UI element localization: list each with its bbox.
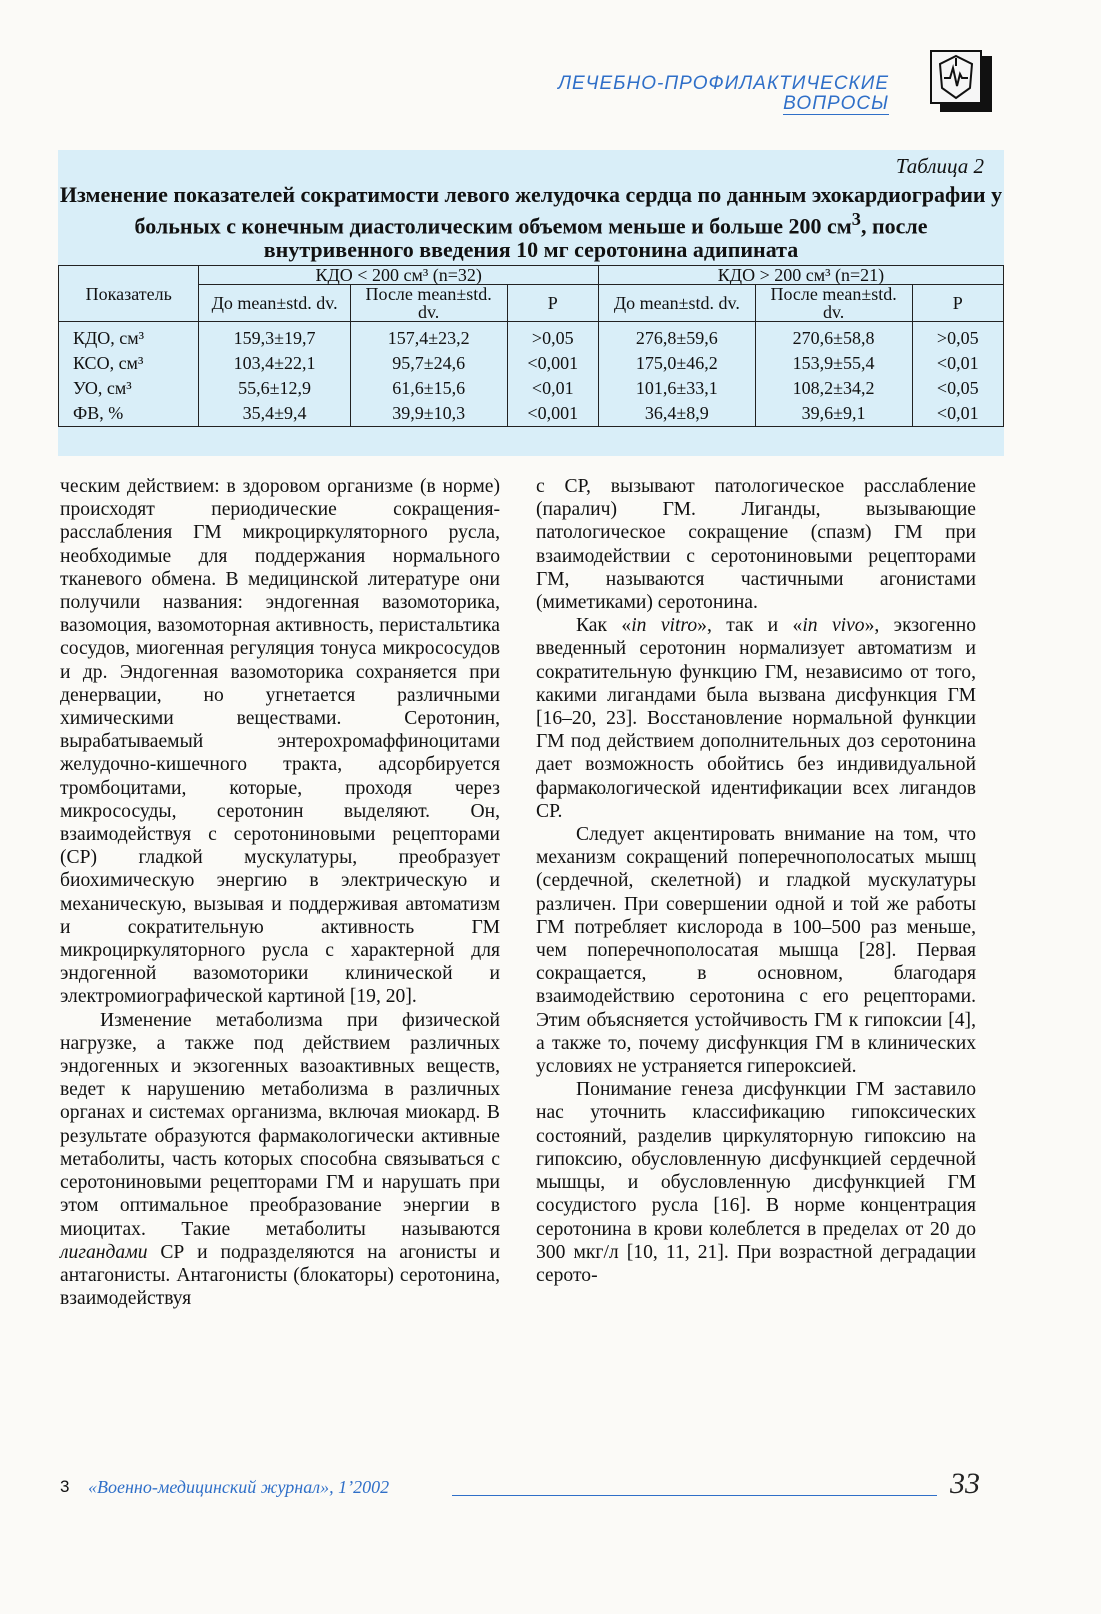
cell-before-2: 101,6±33,1 <box>598 376 755 401</box>
left-paragraph-2: Изменение метаболизма при физической нагрузке, а также под действием различных эндогенных и экзогенных вазоактивных веществ, ведет к нарушению метаболизма в различных органах и системах организма, включая миокард. В результате образуются фармакологически активные метаболиты, часть которых способна связываться с серотониновыми рецепторами ГМ и нарушать при этом оптимальное преобразование энергии в миоцитах. Такие метаболиты называются лигандами СР и подразделяются на агонисты и антагонисты. Антагонисты (блокаторы) серотонина, взаимодействуя <box>60 1009 500 1310</box>
cell-p-1: <0,001 <box>507 351 598 376</box>
left-paragraph-1: ческим действием: в здоровом организме (в норме) происходят периодические сокращения-расслабления ГМ микроциркуляторного русла, необходимые для поддержания нормального тканевого обмена. В медицинской литературе они получили названия: эндогенная вазомоторика, вазомоция, вазомоторная активность, перистальтика сосудов, миогенная регуляция тонуса микрососудов и др. Эндогенная вазомоторика сохраняется при денервации, но угнетается различными химическими веществами. Серотонин, вырабатываемый энтерохромаффиноцитами желудочно-кишечного тракта, адсорбируется тромбоцитами, которые, проходя через микрососуды, серотонин выделяют. Он, взаимодействуя с серотониновыми рецепторами (СР) гладкой мускулатуры, преобразует биохимическую энергию в электрическую и механическую, вызывая и поддерживая автоматизм и сократительную активность ГМ микроциркуляторного русла с характерной для эндогенной вазомоторики клинической и электромиографической картиной [19, 20]. <box>60 476 500 1008</box>
table-caption-part1: Изменение показателей сократимости левого желудочка сердца по данным эхокардиографии у больных с конечным диастолическим объемом меньше и больше 200 см <box>59 182 1003 239</box>
results-table <box>58 265 1004 427</box>
in-vivo-term: in vivo <box>802 615 865 637</box>
cell-p-1: <0,001 <box>507 401 598 427</box>
left-column <box>60 475 500 1310</box>
row-label: УО, см³ <box>59 376 199 401</box>
cell-p-2: >0,05 <box>912 322 1004 352</box>
table-caption-superscript: 3 <box>851 209 861 229</box>
row-label: КДО, см³ <box>59 322 199 352</box>
cell-before-1: 103,4±22,1 <box>199 351 350 376</box>
table-row <box>59 376 1004 401</box>
cell-after-2: 153,9±55,4 <box>755 351 912 376</box>
section-title <box>469 74 889 115</box>
cell-p-2: <0,01 <box>912 401 1004 427</box>
header-p-1: P <box>507 285 598 322</box>
cell-after-2: 270,6±58,8 <box>755 322 912 352</box>
header-p-2: P <box>912 285 1004 322</box>
header-indicator: Показатель <box>59 266 199 322</box>
row-label: ФВ, % <box>59 401 199 427</box>
header-after-1: После mean±std. dv. <box>350 285 507 322</box>
journal-logo-icon <box>930 50 994 114</box>
table-row <box>59 401 1004 427</box>
journal-name: «Военно-медицинский журнал», 1’2002 <box>88 1477 390 1497</box>
right-column <box>536 475 976 1287</box>
right-paragraph-3: Следует акцентировать внимание на том, что механизм сокращений поперечнополосатых мышц (сердечной, скелетной) и гладкой мускулатуры различен. При совершении одной и той же работы ГМ потребляет кислорода в 100–500 раз меньше, чем поперечнополосатая мышца [28]. Первая сокращается, в основном, благодаря взаимодействию серотонина с его рецепторами. Этим объясняется устойчивость ГМ к гипоксии [4], а также то, почему дисфункция ГМ в клинических условиях не устраняется гипероксией. <box>536 824 976 1078</box>
table-label: Таблица 2 <box>895 154 984 178</box>
cell-after-1: 157,4±23,2 <box>350 322 507 352</box>
footer-rule <box>452 1495 937 1496</box>
header-group2: КДО > 200 см³ (n=21) <box>598 266 1003 285</box>
page-footer <box>60 1467 980 1503</box>
in-vitro-term: in vitro <box>631 615 698 637</box>
page-number: 33 <box>950 1467 980 1500</box>
table-caption <box>58 183 1004 262</box>
header-after-2: После mean±std. dv. <box>755 285 912 322</box>
cell-after-1: 61,6±15,6 <box>350 376 507 401</box>
cell-before-1: 159,3±19,7 <box>199 322 350 352</box>
cell-before-1: 55,6±12,9 <box>199 376 350 401</box>
cell-before-1: 35,4±9,4 <box>199 401 350 427</box>
table-row <box>59 322 1004 352</box>
header-before-2: До mean±std. dv. <box>598 285 755 322</box>
right-paragraph-1: с СР, вызывают патологическое расслабление (паралич) ГМ. Лиганды, вызывающие патологическое сокращение (спазм) ГМ при взаимодействии с серотониновыми рецепторами ГМ, называются частичными агонистами (миметиками) серотонина. <box>536 476 976 614</box>
cell-p-2: <0,05 <box>912 376 1004 401</box>
cell-before-2: 276,8±59,6 <box>598 322 755 352</box>
table-row <box>59 351 1004 376</box>
table-caption-part2: , после внутривенного введения 10 мг серотонина адипината <box>263 213 928 263</box>
right-paragraph-4: Понимание генеза дисфункции ГМ заставило нас уточнить классификацию гипоксических состояний, разделив циркуляторную гипоксию на гипоксию, обусловленную дисфункцией сердечной мышцы, и обусловленную дисфункцией ГМ сосудистого русла [16]. В норме концентрация серотонина в крови колеблется в пределах от 20 до 300 мкг/л [10, 11, 21]. При возрастной деградации серото- <box>536 1079 976 1286</box>
section-title-line1: ЛЕЧЕБНО-ПРОФИЛАКТИЧЕСКИЕ <box>557 73 889 94</box>
cell-after-1: 39,9±10,3 <box>350 401 507 427</box>
right-paragraph-2: Как «in vitro», так и «in vivo», экзогенно введенный серотонин нормализует автоматизм и сократительную функцию ГМ, независимо от того, какими лигандами была вызвана дисфункция ГМ [16–20, 23]. Восстановление нормальной функции ГМ под действием дополнительных доз серотонина дает возможность обойтись без индивидуальной фармакологической идентификации всех лигандов СР. <box>536 615 976 822</box>
issue-number: 3 <box>60 1477 70 1496</box>
cell-p-2: <0,01 <box>912 351 1004 376</box>
cell-p-1: >0,05 <box>507 322 598 352</box>
header-group1: КДО < 200 см³ (n=32) <box>199 266 599 285</box>
cell-before-2: 175,0±46,2 <box>598 351 755 376</box>
ligands-term: лигандами <box>60 1241 148 1263</box>
cell-before-2: 36,4±8,9 <box>598 401 755 427</box>
cell-p-1: <0,01 <box>507 376 598 401</box>
row-label: КСО, см³ <box>59 351 199 376</box>
header-before-1: До mean±std. dv. <box>199 285 350 322</box>
section-title-line2: ВОПРОСЫ <box>783 93 889 114</box>
cell-after-1: 95,7±24,6 <box>350 351 507 376</box>
cell-after-2: 108,2±34,2 <box>755 376 912 401</box>
cell-after-2: 39,6±9,1 <box>755 401 912 427</box>
